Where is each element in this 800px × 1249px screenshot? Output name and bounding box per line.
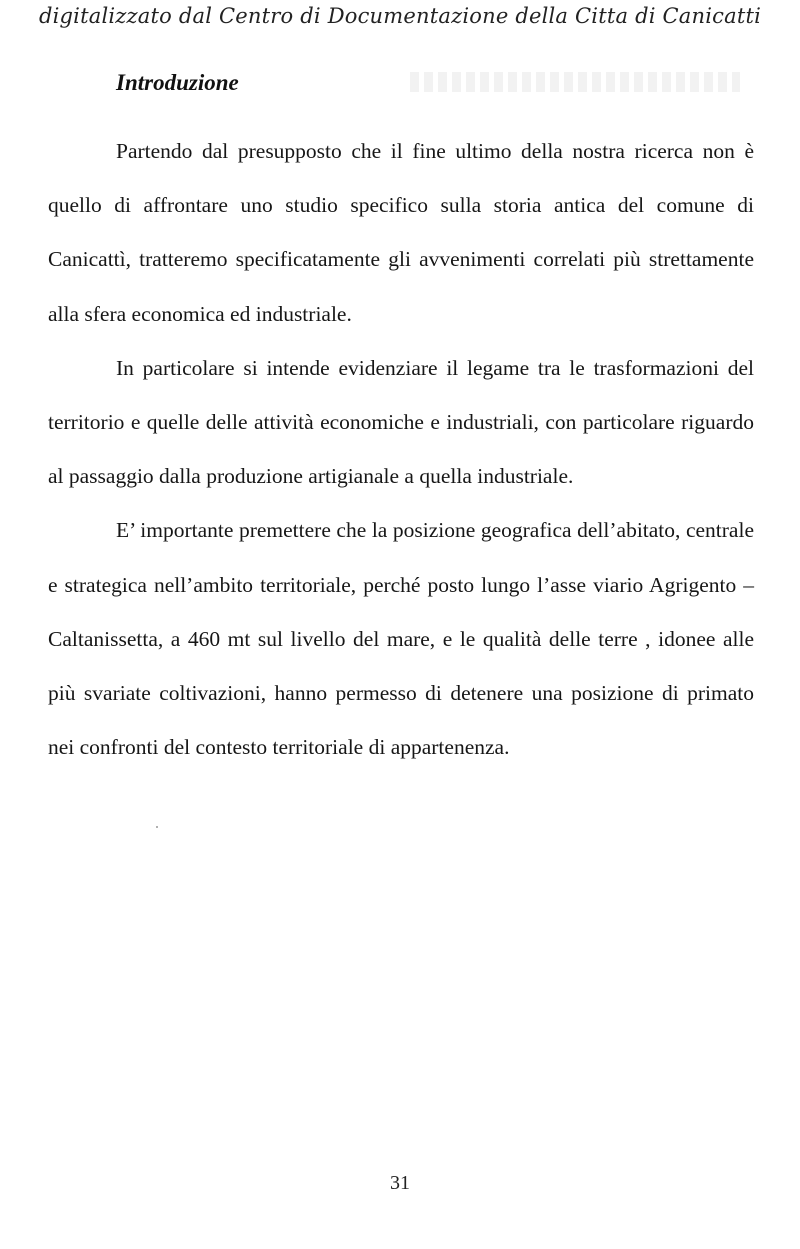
section-heading: Introduzione bbox=[116, 70, 239, 95]
paragraph-1: Partendo dal presupposto che il fine ultimo della nostra ricerca non è quello di affrontare uno studio specifico sulla storia antica del comune di Canicattì, tratteremo specificatamente gli avvenimenti correlati più strettamente alla sfera economica ed industriale. bbox=[48, 139, 754, 326]
body-text bbox=[48, 124, 754, 774]
page-number: 31 bbox=[390, 1172, 410, 1194]
scan-speck bbox=[156, 826, 158, 828]
paragraph-3: E’ importante premettere che la posizione geografica dell’abitato, centrale e strategica nell’ambito territoriale, perché posto lungo l’asse viario Agrigento – Caltanissetta, a 460 mt sul livello del mare, e le qualità delle terre , idonee alle più svariate coltivazioni, hanno permesso di detenere una posizione di primato nei confronti del contesto territoriale di appartenenza. bbox=[48, 518, 754, 760]
paragraph-2: In particolare si intende evidenziare il legame tra le trasformazioni del territorio e quelle delle attività economiche e industriali, con particolare riguardo al passaggio dalla produzione artigianale a quella industriale. bbox=[48, 355, 754, 489]
bleed-through-text bbox=[410, 72, 740, 92]
digitization-watermark: digitalizzato dal Centro di Documentazione della Citta di Canicatti bbox=[38, 4, 762, 28]
